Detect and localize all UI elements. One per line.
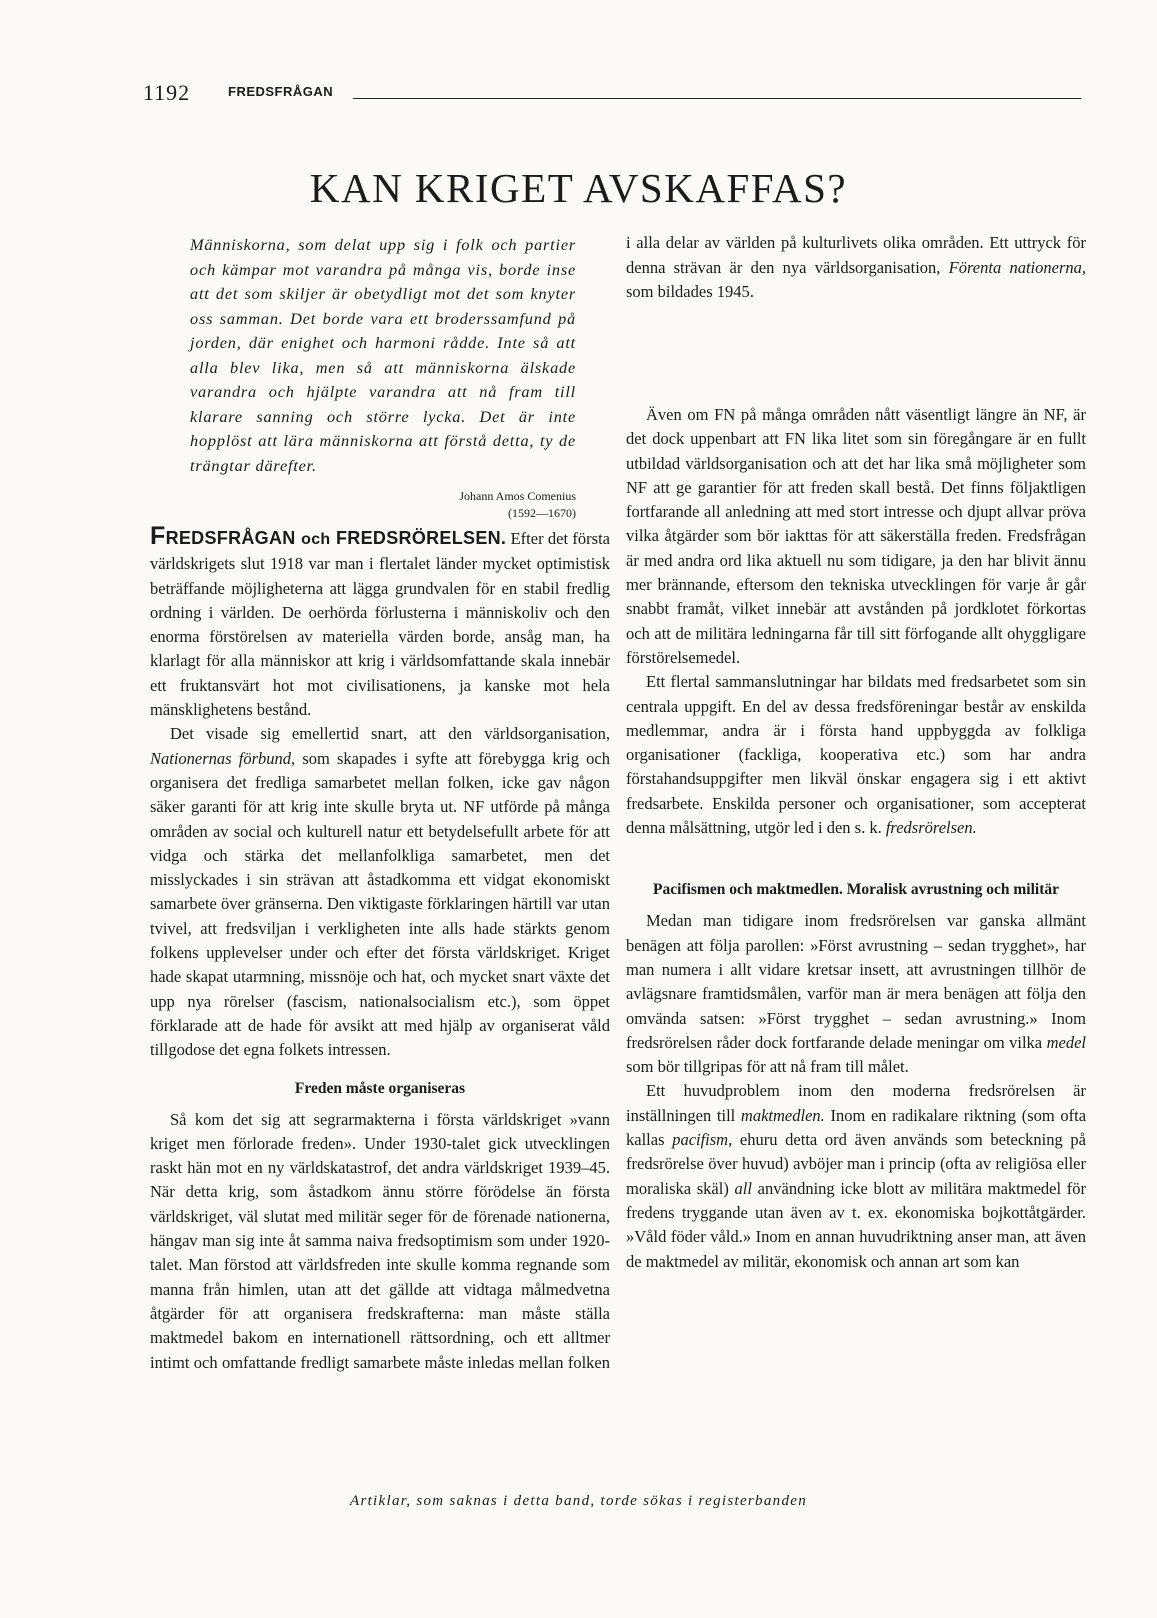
epigraph-author: Johann Amos Comenius xyxy=(459,489,576,503)
section-intro-paragraph: FREDSFRÅGAN och FREDSRÖRELSEN. Efter det första världskrigets slut 1918 var man i flertalet länder mycket optimistisk beträffande möjligheterna att lägga grundvalen för en stabil fredlig ordning i världen. De oerhörda förlusterna i människoliv och den enorma förstörelsen av materiella värden borde, ansåg man, ha klarlagt för alla människor att krig i världsomfattande skala innebär ett fruktansvärt hot mot civilisationens, ja kanske mot hela mänsklighetens bestånd. xyxy=(150,522,610,720)
running-title: FREDSFRÅGAN xyxy=(228,84,334,99)
left-column xyxy=(150,524,610,1378)
subheading-freden: Freden måste organiseras xyxy=(294,1079,466,1097)
article-title: KAN KRIGET AVSKAFFAS? xyxy=(309,165,848,211)
header-rule xyxy=(353,98,1081,99)
paragraph: Även om FN på många områden nått väsentligt längre än NF, är det dock uppenbart att FN lika litet som sin föregångare är en fullt utbildad världsorganisation och att det har lika små möjligheter som NF att ge garantier för att freden skall bestå. Det finns följaktligen fortfarande all anledning att med stort intresse och djupt allvar pröva vilka åtgärder som bör iakttas för att säkerställa freden. Fredsfrågan är med andra ord lika aktuell nu som tidigare, ja den har blivit ännu mer brännande, eftersom den tekniska utvecklingen för varje år går snabbt framåt, vilket innebär att avstånden på jordklotet förkortas och att de militära ledningarna får till sitt förfogande allt ohyggligare förstörelsemedel. xyxy=(626,405,1086,667)
paragraph: Ett huvudproblem inom den moderna fredsrörelsen är inställningen till maktmedlen. Inom en radikalare riktning (som ofta kallas pacifism, ehuru detta ord även används som beteckning på fredsrörelse över huvud) avböjer man i princip (ofta av religiösa eller moraliska skäl) all användning icke blott av militära maktmedel för fredens tryggande utan även av t. ex. ekonomiska bojkottåtgärder. »Våld föder våld.» Inom en annan huvudriktning anser man, att även de maktmedel av militär, ekonomisk och annan art som kan xyxy=(626,1081,1087,1271)
paragraph: Ett flertal sammanslutningar har bildats med fredsarbetet som sin centrala uppgift. En del av dessa fredsföreningar består av enskilda medlemmar, andra är i första hand uppbyggda av folkliga organisationer (fackliga, kooperativa etc.) som har andra förstahandsuppgifter men likväl önskar engagera sig i ett aktivt fredsarbete. Enskilda personer och organisationer, som accepterat denna målsättning, utgör led i den s. k. fredsrörelsen. xyxy=(626,672,1086,838)
page-number: 1192 xyxy=(143,80,191,105)
paragraph: Det visade sig emellertid snart, att den världsorganisation, Nationernas förbund, som skapades i syfte att förebygga krig och organisera det fredliga samarbetet mellan folken, icke gav någon säker garanti för att krig inte skulle bryta ut. NF utförde på många områden av social och kulturell natur ett betydelsefullt arbete för att vidga och stärka det mellanfolkliga samarbetet, men det misslyckades i sin strävan att åstadkomma ett vidgat ekonomiskt samarbete över gränserna. Den viktigaste förklaringen härtill var utan tvivel, att fredsviljan i verkligheten inte alls hade stärkts genom folkens upplevelser under och efter det första världskriget. Kriget hade skapat utarmning, missnöje och hat, och mycket snart växte det upp nya rörelser (fascism, nationalsocialism etc.), som öppet förklarade att de hade för avsikt att med hjälp av organiserat våld tillgodose det egna folkets intressen. xyxy=(150,724,610,1060)
footer-note: Artiklar, som saknas i detta band, torde sökas i registerbanden xyxy=(349,1493,808,1509)
running-header xyxy=(143,80,1081,104)
section-lead-heading: FREDSFRÅGAN och FREDSRÖRELSEN. xyxy=(150,522,507,550)
paragraph: Medan man tidigare inom fredsrörelsen var ganska allmänt benägen att följa parollen: »Först avrustning – sedan trygghet», har man numera i allt vidare kretsar insett, att avrustningen tillhör de avlägsnare framtidsmålen, varför man är mera benägen att följa den omvända satsen: »Först trygghet – sedan avrustning.» Inom fredsrörelsen råder dock fortfarande delade meningar om vilka medel som bör tillgripas för att nå fram till målet. xyxy=(626,911,1087,1077)
epigraph-attribution xyxy=(418,488,576,522)
sub1-paragraph-start: Så kom det sig att segrarmakterna i första världskriget »vann kriget men förlorade freden». Under 1930-talet gick utvecklingen raskt hän mot en ny världskatastrof, det andra världskriget 1939–45. När detta krig, som åstadkom ännu större förödelse än första världskriget, väl slutat med militär seger för de förenade nationerna, hängav man sig inte åt samma naiva fredsoptimism som under 1920-talet. Man förstod att världsfreden inte skulle komma regnande som manna från himlen, utan att det gällde att vidtaga målmedvetna åtgärder för att organisera fredskrafterna: man måste ställa maktmedel bakom en internationell rättsordning, och ett alltmer intimt och omfattande fredligt samarbete måste inledas mellan folken xyxy=(150,1109,610,1372)
epigraph-years: (1592—1670) xyxy=(508,506,576,520)
right-column xyxy=(626,233,1086,1274)
subheading-pacifismen: Pacifismen och maktmedlen. Moralisk avrustning och militär xyxy=(653,881,1059,899)
epigraph-text: Människorna, som delat upp sig i folk och partier och kämpar mot varandra på många vis, borde inse att det som skiljer är obetydligt mot det som knyter oss samman. Det borde vara ett broderssamfund på jorden, där enighet och harmoni rådde. Inte så att alla blev lika, men så att människorna älskade varandra och hjälpte varandra att nå fram till klarare sanning och större lycka. Det är inte hopplöst att lära människorna att förstå detta, ty de trängtar därefter. xyxy=(190,235,576,475)
sub1-paragraph-continued: i alla delar av världen på kulturlivets olika områden. Ett uttryck för denna strävan är den nya världsorganisation, Förenta nationerna, som bildades 1945. xyxy=(626,233,1086,301)
